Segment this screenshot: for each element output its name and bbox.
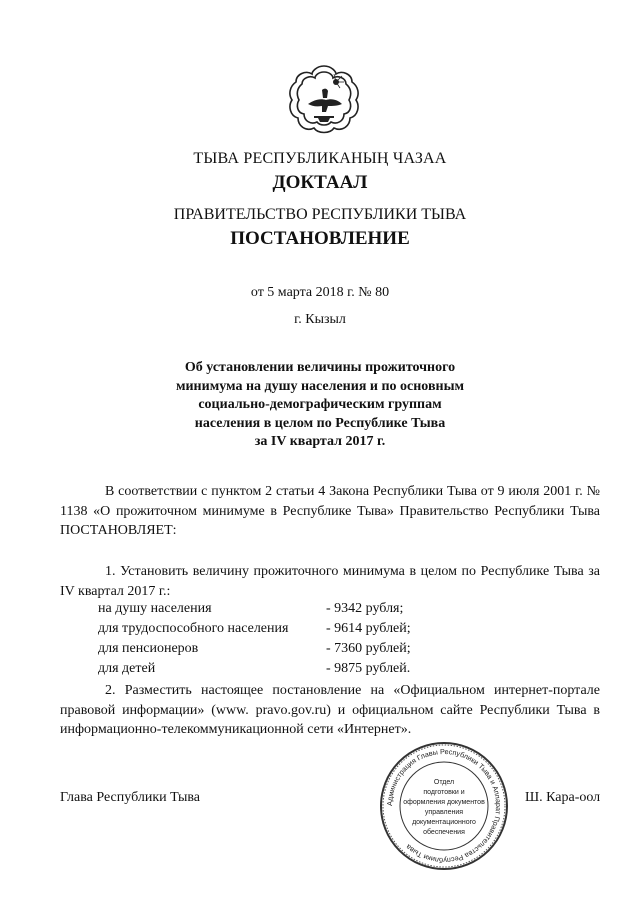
subject-line: социально-демографическим группам bbox=[198, 397, 442, 412]
document-city: г. Кызыл bbox=[294, 312, 346, 327]
tuvan-government-title: ТЫВА РЕСПУБЛИКАНЫҢ ЧАЗАА bbox=[193, 150, 447, 167]
subject-line: за IV квартал 2017 г. bbox=[254, 434, 386, 449]
item-1-paragraph: 1. Установить величину прожиточного минимума в целом по Республике Тыва за IV квартал 2017 г.: bbox=[60, 564, 600, 599]
official-stamp bbox=[378, 740, 510, 872]
stamp-line: подготовки и bbox=[423, 789, 465, 796]
value-label: на душу населения bbox=[98, 601, 212, 616]
subject-line: минимума на душу населения и по основным bbox=[175, 378, 465, 394]
stamp-line: документационного bbox=[412, 819, 476, 826]
document-subject bbox=[0, 359, 640, 452]
emblem-of-tuva bbox=[284, 60, 364, 140]
value-amount: - 9342 рубля; bbox=[326, 601, 404, 616]
stamp-ring-text: Администрация Главы Республики Тыва и Аппарат Правительства Республики Тыва bbox=[384, 746, 504, 866]
document-date-number: от 5 марта 2018 г. № 80 bbox=[250, 285, 390, 300]
value-label: для трудоспособного населения bbox=[98, 621, 289, 636]
value-amount: - 9875 рублей. bbox=[326, 661, 411, 676]
stamp-line: управления bbox=[424, 809, 464, 816]
stamp-line: обеспечения bbox=[423, 829, 465, 836]
subject-line: населения в целом по Республике Тыва bbox=[194, 415, 446, 431]
stamp-line: оформления документов bbox=[403, 799, 485, 806]
value-amount: - 7360 рублей; bbox=[326, 641, 411, 656]
value-label: для детей bbox=[98, 661, 156, 676]
stamp-line: Отдел bbox=[433, 779, 455, 786]
subject-line: Об установлении величины прожиточного bbox=[184, 360, 456, 375]
tuvan-document-type: ДОКТААЛ bbox=[272, 172, 368, 193]
value-label: для пенсионеров bbox=[98, 641, 199, 656]
item-2-paragraph: 2. Разместить настоящее постановление на «Официальном интернет-портале правовой информации» (www. pravo.gov.ru) и официальном сайте Республики Тыва в информационно-телекоммуникационной сети «Интернет». bbox=[60, 683, 600, 737]
signatory-position: Глава Республики Тыва bbox=[60, 790, 201, 805]
preamble-paragraph: В соответствии с пунктом 2 статьи 4 Закона Республики Тыва от 9 июля 2001 г. № 1138 «О прожиточном минимуме в Республике Тыва» Правительство Республики Тыва ПОСТАНОВЛЯЕТ: bbox=[60, 484, 600, 538]
value-amount: - 9614 рублей; bbox=[326, 621, 411, 636]
signatory-name: Ш. Кара-оол bbox=[525, 790, 601, 805]
russian-document-type: ПОСТАНОВЛЕНИЕ bbox=[230, 228, 410, 249]
russian-government-title: ПРАВИТЕЛЬСТВО РЕСПУБЛИКИ ТЫВА bbox=[173, 206, 467, 223]
